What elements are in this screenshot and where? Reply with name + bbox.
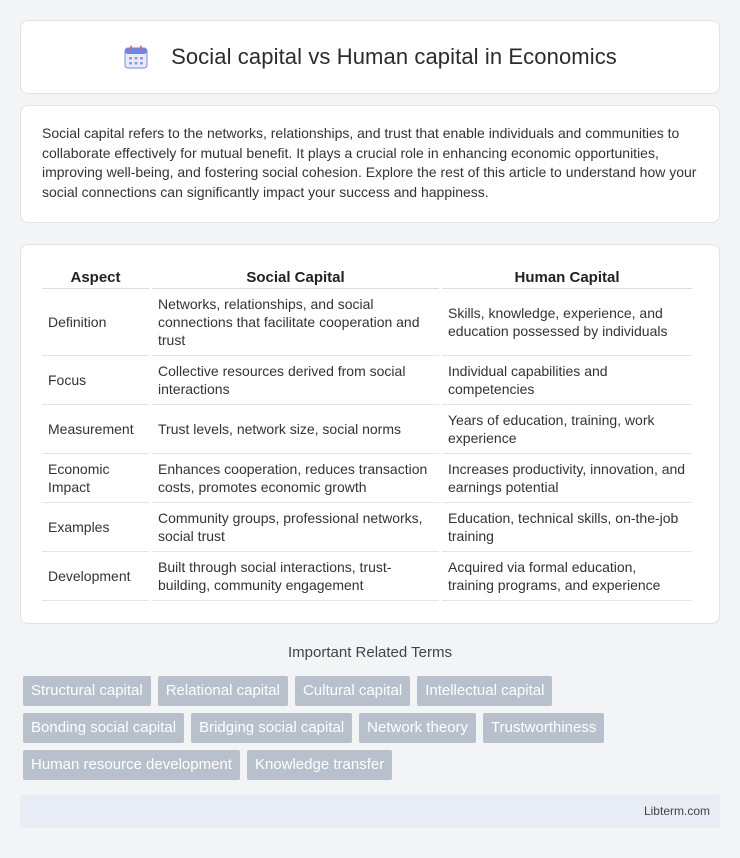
related-term-tag[interactable]: Intellectual capital [417, 676, 552, 706]
table-row [42, 289, 692, 356]
related-term-tag[interactable]: Bridging social capital [191, 713, 352, 743]
cell-social: Enhances cooperation, reduces transaction costs, promotes economic growth [152, 454, 439, 503]
header-social-capital: Social Capital [152, 267, 439, 289]
related-term-tag[interactable]: Human resource development [23, 750, 240, 780]
cell-social: Collective resources derived from social interactions [152, 356, 439, 405]
header-aspect: Aspect [42, 267, 149, 289]
table-row [42, 356, 692, 405]
cell-social: Networks, relationships, and social connections that facilitate cooperation and trust [152, 289, 439, 356]
title-card [20, 20, 720, 94]
related-term-tag[interactable]: Structural capital [23, 676, 151, 706]
cell-human: Increases productivity, innovation, and earnings potential [442, 454, 692, 503]
intro-card [20, 105, 720, 223]
cell-social: Trust levels, network size, social norms [152, 405, 439, 454]
table-header-row [42, 267, 692, 289]
footer [20, 795, 720, 828]
cell-aspect: Development [42, 552, 149, 601]
cell-human: Individual capabilities and competencies [442, 356, 692, 405]
comparison-card [20, 244, 720, 624]
cell-aspect: Focus [42, 356, 149, 405]
cell-human: Years of education, training, work experience [442, 405, 692, 454]
table-row [42, 405, 692, 454]
table-row [42, 503, 692, 552]
cell-aspect: Examples [42, 503, 149, 552]
cell-social: Built through social interactions, trust-building, community engagement [152, 552, 439, 601]
table-row [42, 454, 692, 503]
cell-aspect: Definition [42, 289, 149, 356]
cell-aspect: Measurement [42, 405, 149, 454]
related-term-tag[interactable]: Cultural capital [295, 676, 410, 706]
related-term-tag[interactable]: Trustworthiness [483, 713, 604, 743]
related-term-tag[interactable]: Knowledge transfer [247, 750, 392, 780]
related-term-tag[interactable]: Bonding social capital [23, 713, 184, 743]
cell-aspect: Economic Impact [42, 454, 149, 503]
related-term-tag[interactable]: Network theory [359, 713, 476, 743]
related-terms-title: Important Related Terms [288, 644, 452, 661]
cell-social: Community groups, professional networks, social trust [152, 503, 439, 552]
comparison-table [39, 267, 695, 601]
cell-human: Acquired via formal education, training programs, and experience [442, 552, 692, 601]
table-row [42, 552, 692, 601]
related-term-tag[interactable]: Relational capital [158, 676, 288, 706]
footer-site-link[interactable]: Libterm.com [643, 804, 710, 818]
related-terms-list [23, 676, 683, 780]
header-human-capital: Human Capital [442, 267, 692, 289]
cell-human: Education, technical skills, on-the-job training [442, 503, 692, 552]
intro-text: Social capital refers to the networks, relationships, and trust that enable individuals and communities to collaborate effectively for mutual benefit. It plays a crucial role in enhancing economic opportunities, improving well-being, and fostering social cohesion. Explore the rest of this article to understand how your social connections can significantly impact your success and happiness. [42, 125, 697, 200]
cell-human: Skills, knowledge, experience, and education possessed by individuals [442, 289, 692, 356]
calendar-icon [123, 44, 149, 70]
page-title: Social capital vs Human capital in Economics [171, 44, 617, 69]
